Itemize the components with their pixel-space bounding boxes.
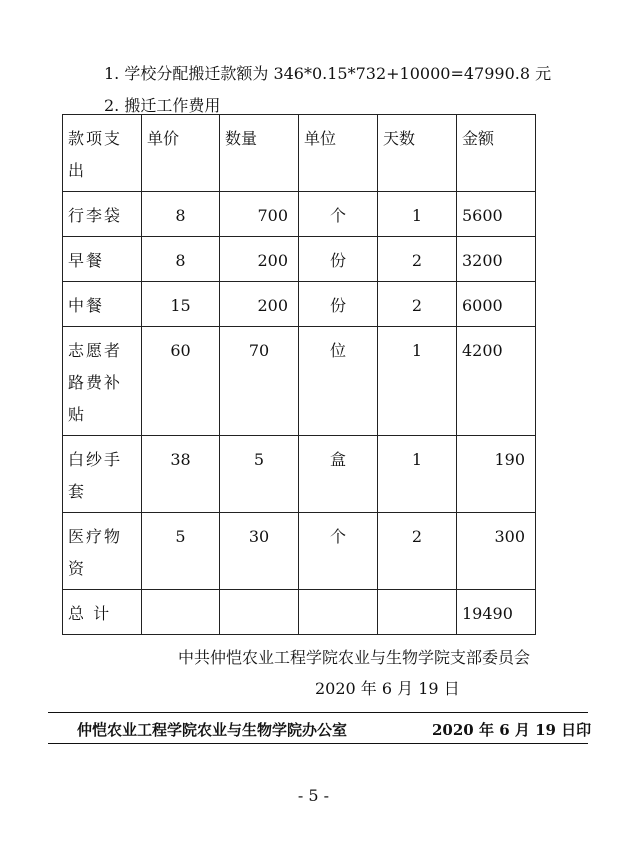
amount: 190 [457,436,536,513]
amount: 3200 [457,237,536,282]
total-amount: 19490 [457,590,536,635]
amount: 4200 [457,327,536,436]
unit-price: 8 [142,237,220,282]
item-name: 行李袋 [63,192,142,237]
empty-cell [142,590,220,635]
total-row [63,590,536,635]
days: 1 [378,327,457,436]
unit-price: 5 [142,513,220,590]
amount: 5600 [457,192,536,237]
table-header-row [63,115,536,192]
amount: 300 [457,513,536,590]
header-cell: 单位 [299,115,378,192]
quantity: 30 [220,513,299,590]
header-cell: 款项支出 [63,115,142,192]
page-number: - 5 - [297,786,330,805]
empty-cell [378,590,457,635]
header-cell: 天数 [378,115,457,192]
quantity: 200 [220,282,299,327]
footer-rule-bottom [48,743,588,744]
table-row [63,327,536,436]
item-name: 白纱手套 [63,436,142,513]
header-cell: 数量 [220,115,299,192]
days: 2 [378,282,457,327]
unit: 个 [299,192,378,237]
allocation-line: 1. 学校分配搬迁款额为 346*0.15*732+10000=47990.8 元 [104,64,552,83]
item-name: 早餐 [63,237,142,282]
quantity: 700 [220,192,299,237]
amount: 6000 [457,282,536,327]
table-row [63,513,536,590]
unit: 份 [299,282,378,327]
days: 2 [378,513,457,590]
unit-price: 38 [142,436,220,513]
table-row [63,192,536,237]
table-row [63,237,536,282]
unit: 个 [299,513,378,590]
unit: 份 [299,237,378,282]
unit-price: 8 [142,192,220,237]
quantity: 5 [220,436,299,513]
footer-rule-top [48,712,588,713]
footer-office: 仲恺农业工程学院农业与生物学院办公室 [77,721,348,739]
days: 2 [378,237,457,282]
signature-date: 2020 年 6 月 19 日 [315,679,460,698]
item-name: 医疗物资 [63,513,142,590]
signature-org: 中共仲恺农业工程学院农业与生物学院支部委员会 [178,648,531,667]
footer-print-date: 2020 年 6 月 19 日印 [432,721,592,739]
empty-cell [299,590,378,635]
quantity: 70 [220,327,299,436]
unit-price: 15 [142,282,220,327]
total-label: 总 计 [63,590,142,635]
unit-price: 60 [142,327,220,436]
expenses-heading: 2. 搬迁工作费用 [104,96,221,115]
item-name: 中餐 [63,282,142,327]
days: 1 [378,436,457,513]
table-row [63,436,536,513]
unit: 位 [299,327,378,436]
unit: 盒 [299,436,378,513]
item-name: 志愿者路费补贴 [63,327,142,436]
table-row [63,282,536,327]
quantity: 200 [220,237,299,282]
header-cell: 单价 [142,115,220,192]
empty-cell [220,590,299,635]
expense-table [62,114,536,635]
header-cell: 金额 [457,115,536,192]
days: 1 [378,192,457,237]
